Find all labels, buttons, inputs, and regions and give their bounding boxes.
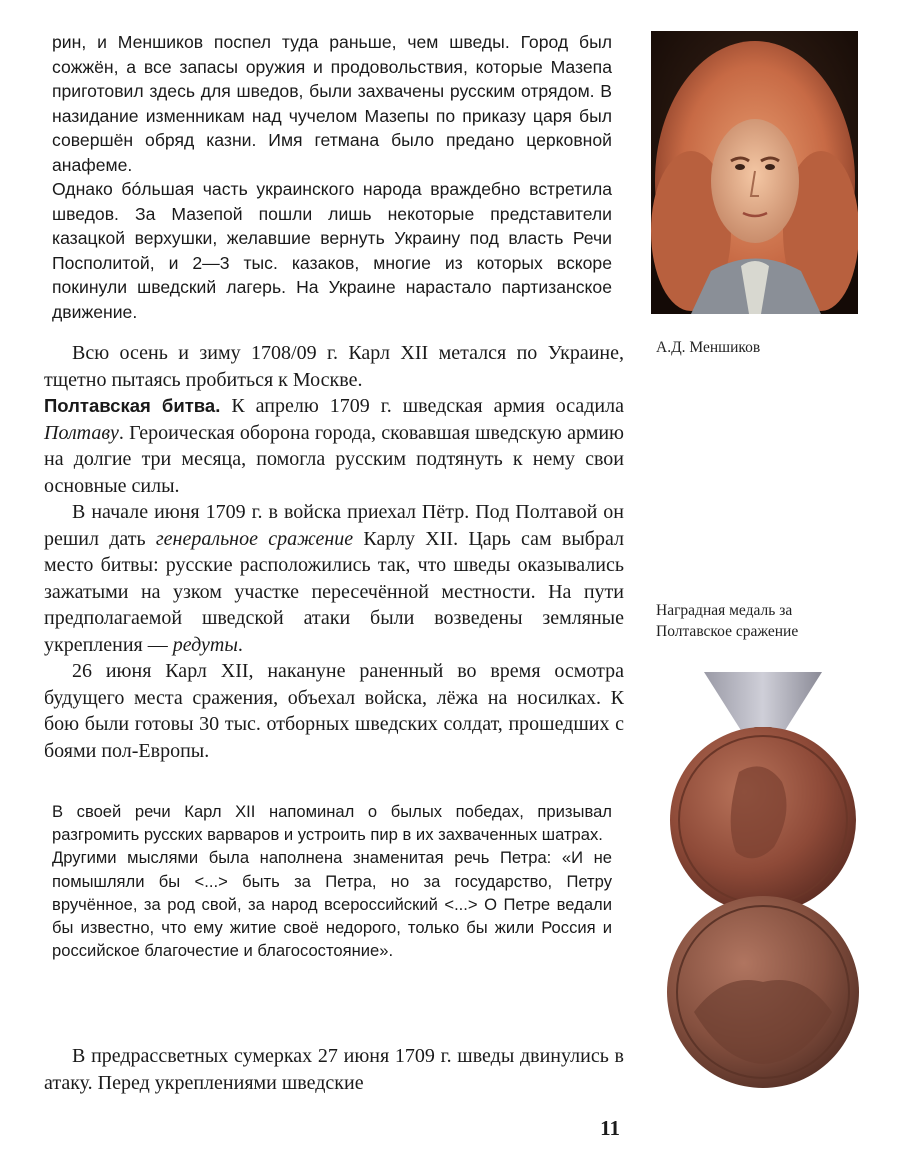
main-paragraph-4: 26 июня Карл XII, накануне раненный во время осмотра будущего места сражения, объехал войска, лёжа на носилках. К бою были готовы 30 тыс. отборных шведских солдат, прошедших с боями пол-Европы. — [44, 660, 624, 762]
main-paragraph-1: Всю осень и зиму 1708/09 г. Карл XII метался по Украине, тщетно пытаясь пробиться к Москве. — [44, 342, 624, 391]
quote-paragraph-1: В своей речи Карл XII напоминал о былых победах, призывал разгромить русских варваров и устроить пир в их захваченных шатрах. — [52, 802, 612, 845]
intro-paragraph-1: рин, и Меншиков поспел туда раньше, чем шведы. Город был сожжён, а все запасы оружия и продовольствия, которые Мазепа приготовил здесь для шведов, были захвачены русским отрядом. В назидание изменникам над чучелом Мазепы по приказу царя был совершён обряд казни. Имя гетмана было предано церковной анафеме. — [52, 32, 612, 175]
section-heading: Полтавская битва. — [44, 395, 221, 416]
menshikov-portrait — [651, 31, 858, 314]
portrait-caption: А.Д. Меншиков — [656, 339, 761, 356]
quote-text-block — [52, 800, 612, 962]
intro-text-block — [52, 30, 612, 324]
page-number: 11 — [600, 1116, 620, 1140]
quote-paragraph-2: Другими мыслями была наполнена знаменитая речь Петра: «И не помышляли бы <...> быть за Петра, но за государство, Петру вручённое, за род свой, за народ всероссийский <...> О Петре ведали бы известно, что ему житие своё недорого, только бы жили Россия и российское благочестие и благосостояние». — [52, 848, 612, 961]
medal-caption: Наградная медаль за Полтавское сражение — [656, 602, 799, 640]
main-paragraph-2: Полтавская битва. К апрелю 1709 г. шведская армия осадила Полтаву. Героическая оборона города, сковавшая шведскую армию на долгие три месяца, помогла русским подтянуть к нему свои основные силы. — [44, 395, 624, 497]
final-text-block — [44, 1043, 624, 1096]
intro-paragraph-2: Однако бóльшая часть украинского народа враждебно встретила шведов. За Мазепой пошли лишь некоторые представители казацкой верхушки, желавшие вернуть Украину под власть Речи Посполитой, и 2—3 тыс. казаков, многие из которых вскоре покинули шведский лагерь. На Украине нарастало партизанское движение. — [52, 179, 612, 322]
poltava-medal-image — [654, 672, 872, 1092]
main-paragraph-3: В начале июня 1709 г. в войска приехал Пётр. Под Полтавой он решил дать генеральное сражение Карлу XII. Царь сам выбрал место битвы: русские расположились так, что шведы оказывались зажатыми на узком участке пересечённой местности. На пути предполагаемой шведской атаки были возведены земляные укрепления — редуты. — [44, 501, 625, 656]
final-paragraph-1: В предрассветных сумерках 27 июня 1709 г. шведы двинулись в атаку. Перед укреплениями шведские — [44, 1045, 624, 1094]
main-text-block — [44, 340, 624, 764]
